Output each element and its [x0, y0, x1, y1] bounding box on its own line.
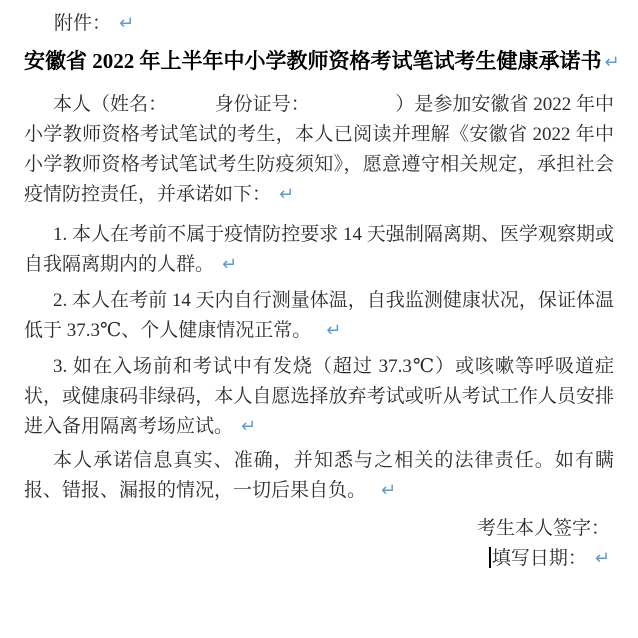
attachment-line: [24, 10, 614, 38]
attachment-label: 附件：: [54, 13, 112, 34]
signature-label: 考生本人签字：: [476, 518, 610, 539]
paragraph-mark-icon: ↵: [594, 548, 610, 569]
intro-paragraph-text: 本人（姓名： 身份证号： ）是参加安徽省 2022 年中小学教师资格考试笔试的考生，本人已阅读并理解《安徽省 2022 年中小学教师资格考试笔试考生防疫须知》，愿意遵守相关规定，承担社会疫情防控责任，并承诺如下：: [24, 94, 614, 205]
commitment-item-3-text: 3. 如在入场前和考试中有发烧（超过 37.3℃）或咳嗽等呼吸道症状，或健康码非绿码，本人自愿选择放弃考试或听从考试工作人员安排进入备用隔离考场应试。: [24, 356, 614, 437]
signature-block: [24, 514, 614, 574]
intro-paragraph: [24, 90, 614, 210]
commitment-item-2: [24, 286, 614, 346]
date-line: [24, 544, 610, 574]
paragraph-mark-icon: ↵: [222, 254, 238, 275]
signature-line: [24, 514, 610, 544]
text-cursor: [489, 547, 491, 568]
commitment-item-1: [24, 220, 614, 280]
paragraph-mark-icon: ↵: [119, 13, 135, 34]
paragraph-mark-icon: ↵: [279, 184, 295, 205]
pledge-paragraph-text: 本人承诺信息真实、准确，并知悉与之相关的法律责任。如有瞒报、错报、漏报的情况，一切后果自负。: [24, 450, 614, 501]
paragraph-mark-icon: ↵: [326, 320, 342, 341]
commitment-item-2-text: 2. 本人在考前 14 天内自行测量体温，自我监测健康状况，保证体温低于 37.3℃、个人健康情况正常。: [24, 290, 614, 341]
document-title-text: 安徽省 2022 年上半年中小学教师资格考试笔试考生健康承诺书: [24, 49, 602, 73]
document-title: [24, 46, 620, 78]
paragraph-mark-icon: ↵: [381, 480, 397, 501]
commitment-item-1-text: 1. 本人在考前不属于疫情防控要求 14 天强制隔离期、医学观察期或自我隔离期内的人群。: [24, 224, 614, 275]
pledge-paragraph: [24, 446, 614, 506]
paragraph-mark-icon: ↵: [604, 52, 620, 73]
commitment-item-3: [24, 352, 614, 442]
date-label: 填写日期：: [491, 548, 587, 569]
paragraph-mark-icon: ↵: [241, 416, 257, 437]
